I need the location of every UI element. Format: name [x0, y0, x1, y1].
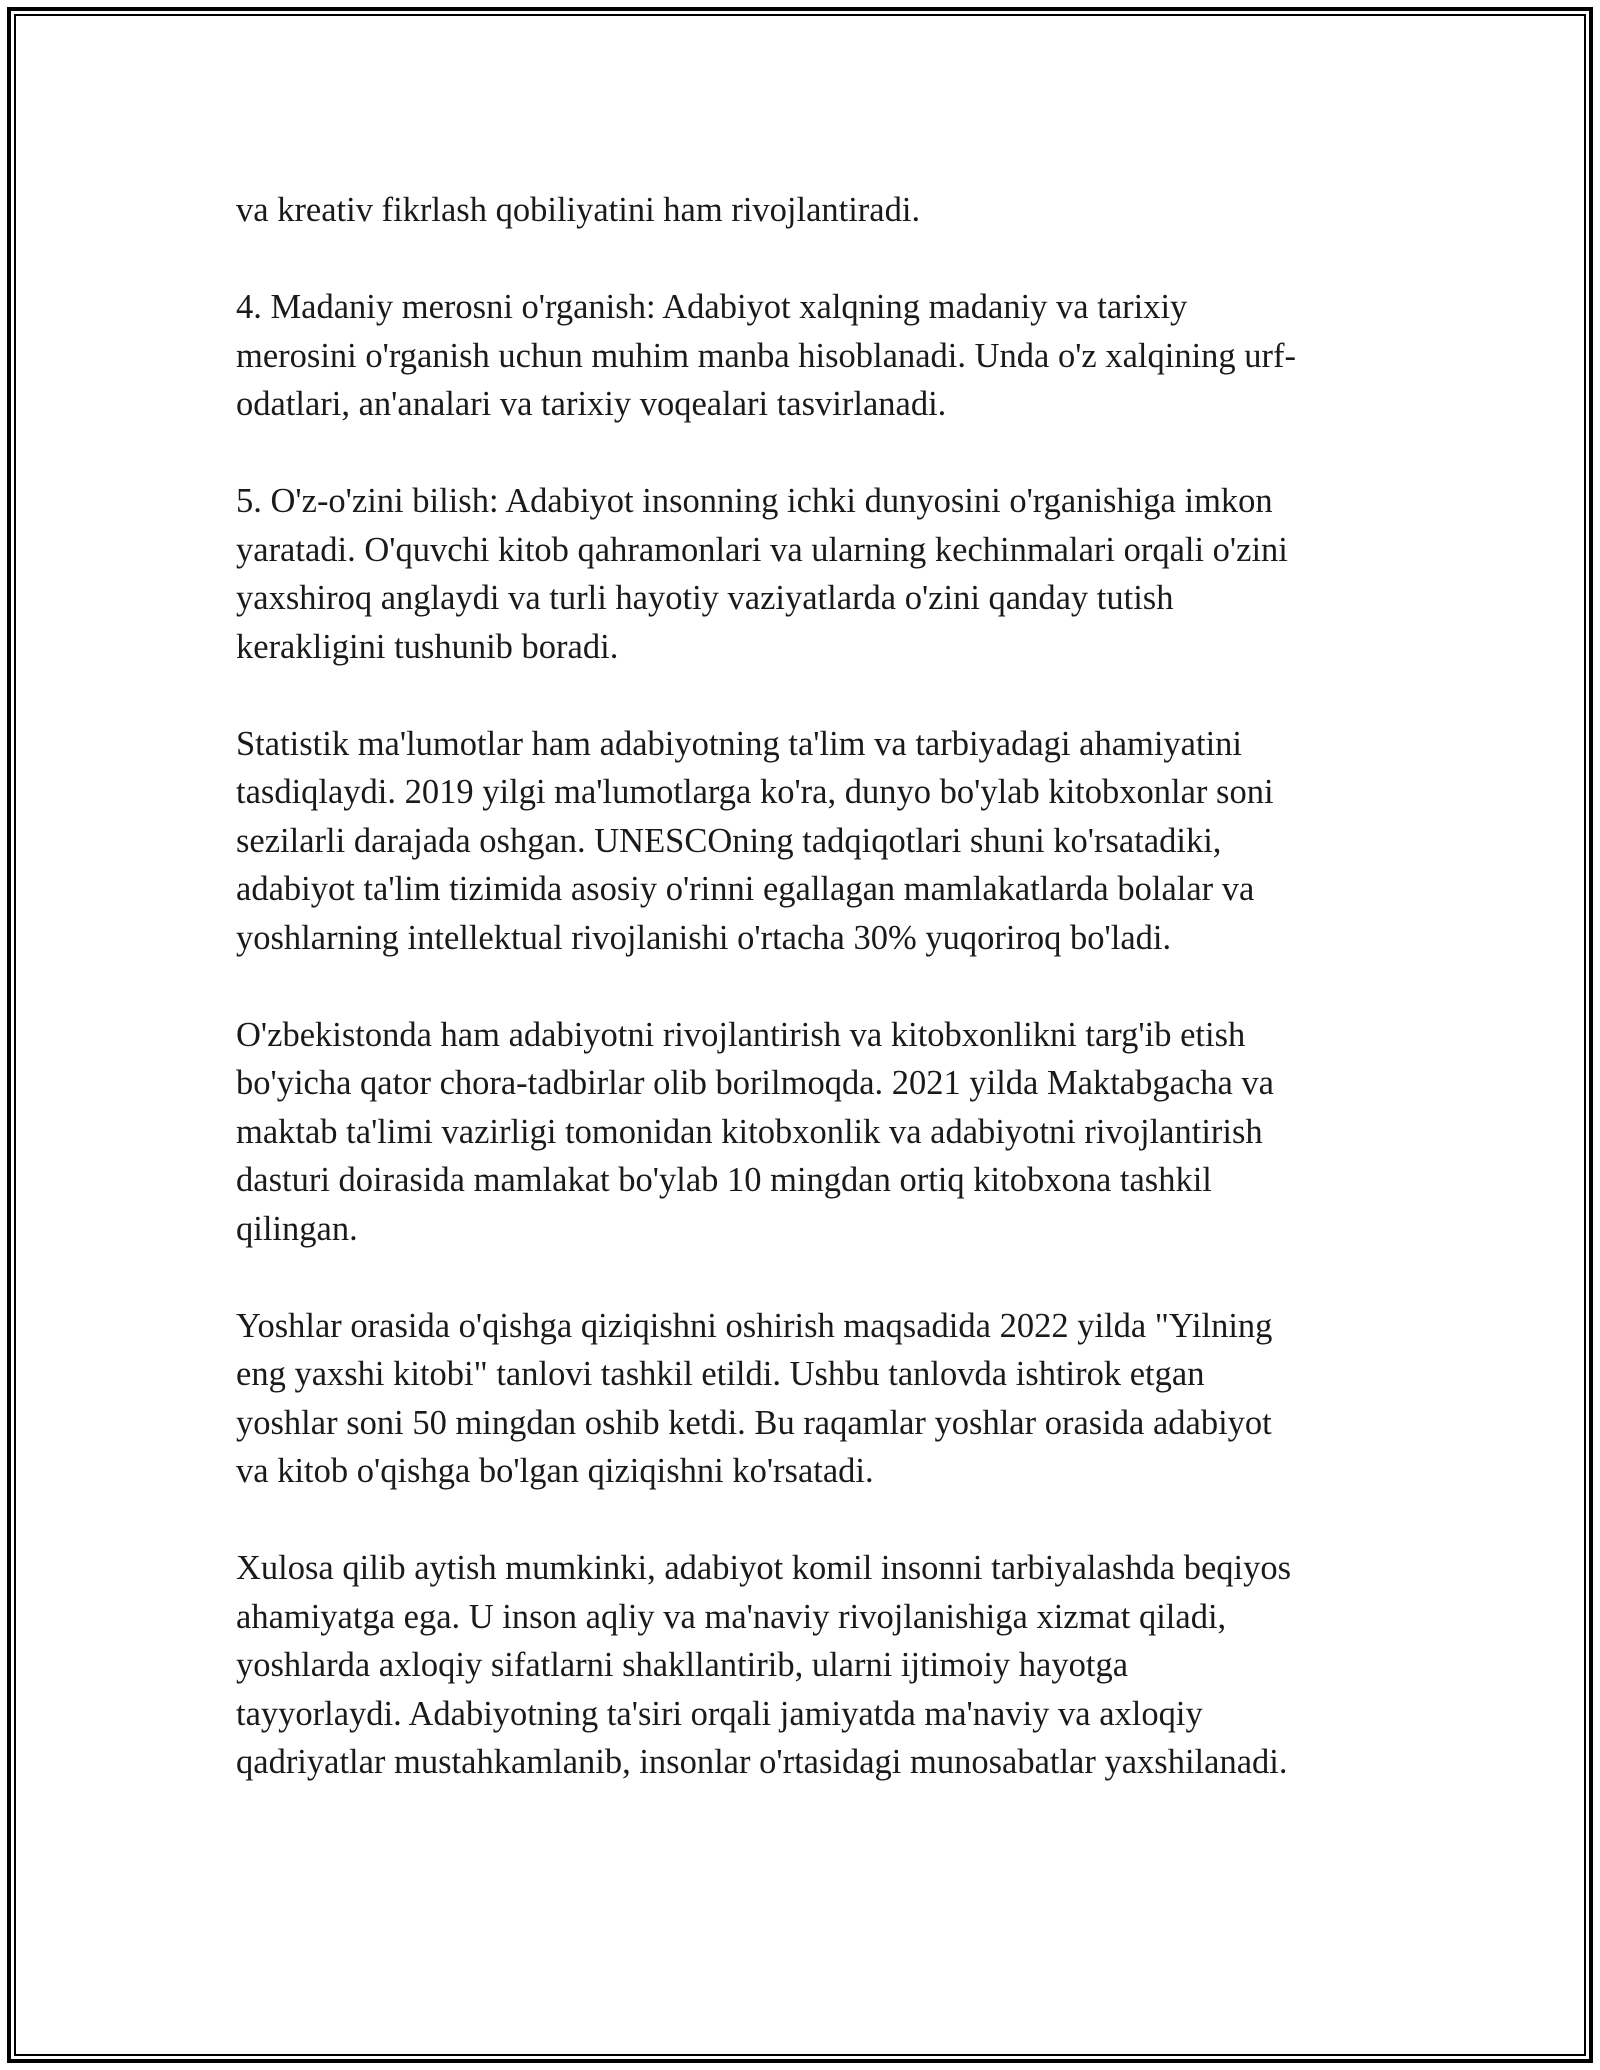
text-line: Statistik ma'lumotlar ham adabiyotning ta'lim va tarbiyadagi ahamiyatini — [236, 724, 1242, 763]
text-line: yoshlar soni 50 mingdan oshib ketdi. Bu raqamlar yoshlar orasida adabiyot — [236, 1403, 1272, 1442]
text-line: yaratadi. O'quvchi kitob qahramonlari va ularning kechinmalari orqali o'zini — [236, 530, 1288, 569]
text-line: yoshlarda axloqiy sifatlarni shakllantirib, ularni ijtimoiy hayotga — [236, 1646, 1129, 1684]
text-line: adabiyot ta'lim tizimida asosiy o'rinni egallagan mamlakatlarda bolalar va — [236, 870, 1255, 908]
paragraph-conclusion — [236, 1544, 1376, 1787]
text-line: ahamiyatga ega. U inson aqliy va ma'naviy rivojlanishiga xizmat qiladi, — [236, 1597, 1227, 1636]
text-line: tasdiqlaydi. 2019 yilgi ma'lumotlarga ko'ra, dunyo bo'ylab kitobxonlar soni — [236, 773, 1274, 811]
paragraph-youth-contest — [236, 1302, 1376, 1496]
text-line: merosini o'rganish uchun muhim manba hisoblanadi. Unda o'z xalqining urf- — [236, 336, 1297, 375]
text-line: dasturi doirasida mamlakat bo'ylab 10 mingdan ortiq kitobxona tashkil — [236, 1161, 1212, 1199]
text-line: va kreativ fikrlash qobiliyatini ham rivojlantiradi. — [236, 191, 921, 229]
text-line: 4. Madaniy merosni o'rganish: Adabiyot xalqning madaniy va tarixiy — [236, 288, 1188, 326]
paragraph-intro-continuation — [236, 186, 1376, 235]
text-line: odatlari, an'analari va tarixiy voqealari tasvirlanadi. — [236, 385, 947, 423]
text-line: bo'yicha qator chora-tadbirlar olib borilmoqda. 2021 yilda Maktabgacha va — [236, 1064, 1274, 1102]
text-line: qilingan. — [236, 1209, 358, 1248]
text-line: maktab ta'limi vazirligi tomonidan kitobxonlik va adabiyotni rivojlantirish — [236, 1112, 1263, 1151]
paragraph-cultural-heritage — [236, 283, 1376, 429]
text-line: 5. O'z-o'zini bilish: Adabiyot insonning ichki dunyosini o'rganishiga imkon — [236, 482, 1273, 520]
text-line: va kitob o'qishga bo'lgan qiziqishni ko'rsatadi. — [236, 1452, 874, 1490]
paragraph-statistics — [236, 720, 1376, 963]
paragraph-uzbekistan — [236, 1011, 1376, 1254]
text-line: yoshlarning intellektual rivojlanishi o'rtacha 30% yuqoriroq bo'ladi. — [236, 918, 1172, 957]
text-line: O'zbekistonda ham adabiyotni rivojlantirish va kitobxonlikni targ'ib etish — [236, 1015, 1246, 1054]
text-line: sezilarli darajada oshgan. UNESCOning tadqiqotlari shuni ko'rsatadiki, — [236, 821, 1222, 860]
text-line: Xulosa qilib aytish mumkinki, adabiyot komil insonni tarbiyalashda beqiyos — [236, 1549, 1292, 1587]
text-line: Yoshlar orasida o'qishga qiziqishni oshirish maqsadida 2022 yilda "Yilning — [236, 1306, 1273, 1345]
paragraph-self-knowledge — [236, 477, 1376, 671]
text-line: qadriyatlar mustahkamlanib, insonlar o'rtasidagi munosabatlar yaxshilanadi. — [236, 1743, 1288, 1781]
document-body — [236, 186, 1376, 1835]
text-line: eng yaxshi kitobi" tanlovi tashkil etildi. Ushbu tanlovda ishtirok etgan — [236, 1355, 1205, 1393]
text-line: yaxshiroq anglaydi va turli hayotiy vaziyatlarda o'zini qanday tutish — [236, 579, 1174, 617]
text-line: kerakligini tushunib boradi. — [236, 627, 619, 666]
text-line: tayyorlaydi. Adabiyotning ta'siri orqali jamiyatda ma'naviy va axloqiy — [236, 1694, 1203, 1733]
